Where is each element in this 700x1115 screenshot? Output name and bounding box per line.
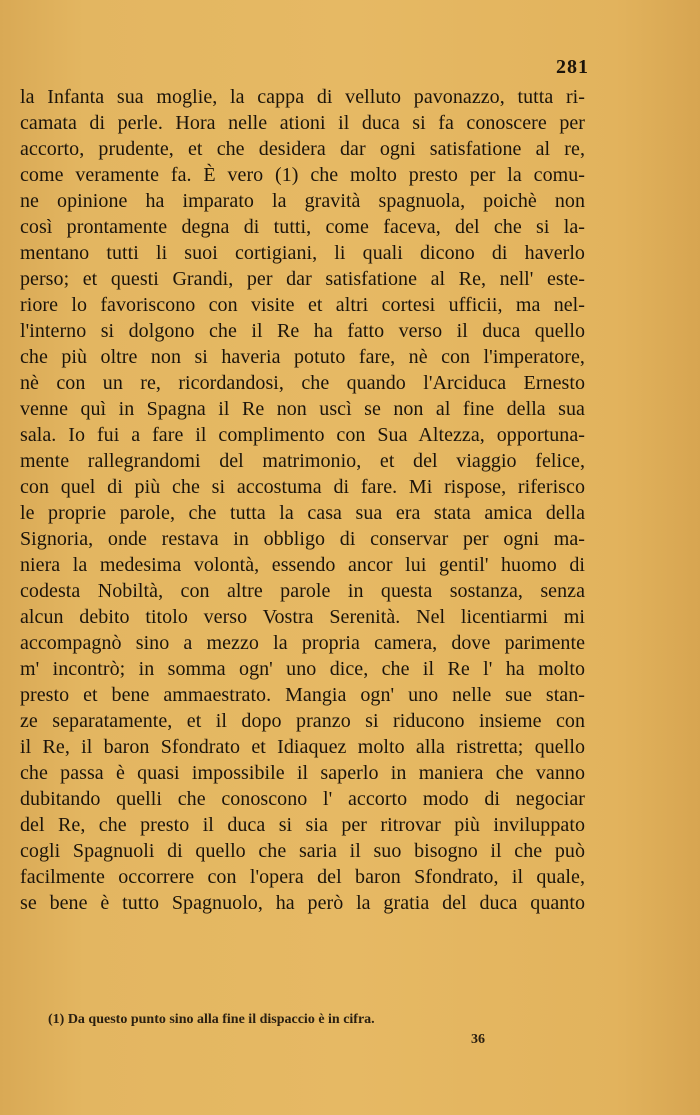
text-line: cogli Spagnuoli di quello che saria il suo bisogno il che può (20, 840, 585, 862)
text-line: accorto, prudente, et che desidera dar ogni satisfatione al re, (20, 138, 585, 160)
text-line: ze separatamente, et il dopo pranzo si riducono insieme con (20, 710, 585, 732)
text-line: sala. Io fui a fare il complimento con Sua Altezza, opportuna- (20, 424, 585, 446)
text-line: m' incontrò; in somma ogn' uno dice, che il Re l' ha molto (20, 658, 585, 680)
body-text (20, 84, 585, 916)
text-line: se bene è tutto Spagnuolo, ha però la gratia del duca quanto (20, 892, 585, 914)
text-line: così prontamente degna di tutti, come faceva, del che si la- (20, 216, 585, 238)
text-line: camata di perle. Hora nelle ationi il duca si fa conoscere per (20, 112, 585, 134)
text-line: niera la medesima volontà, essendo ancor lui gentil' huomo di (20, 554, 585, 576)
text-line: mente rallegrandomi del matrimonio, et del viaggio felice, (20, 450, 585, 472)
text-line: che più oltre non si haveria potuto fare, nè con l'imperatore, (20, 346, 585, 368)
page-number: 281 (556, 56, 589, 78)
text-line: del Re, che presto il duca si sia per ritrovar più inviluppato (20, 814, 585, 836)
text-line: mentano tutti li suoi cortigiani, li quali dicono di haverlo (20, 242, 585, 264)
text-line: come veramente fa. È vero (1) che molto presto per la comu- (20, 164, 585, 186)
text-line: ne opinione ha imparato la gravità spagnuola, poichè non (20, 190, 585, 212)
text-line: che passa è quasi impossibile il saperlo in maniera che vanno (20, 762, 585, 784)
text-line: con quel di più che si accostuma di fare. Mi rispose, riferisco (20, 476, 585, 498)
text-line: Signoria, onde restava in obbligo di conservar per ogni ma- (20, 528, 585, 550)
text-line: nè con un re, ricordandosi, che quando l'Arciduca Ernesto (20, 372, 585, 394)
text-line: le proprie parole, che tutta la casa sua era stata amica della (20, 502, 585, 524)
text-line: codesta Nobiltà, con altre parole in questa sostanza, senza (20, 580, 585, 602)
text-line: l'interno si dolgono che il Re ha fatto verso il duca quello (20, 320, 585, 342)
text-line: la Infanta sua moglie, la cappa di velluto pavonazzo, tutta ri- (20, 86, 585, 108)
text-line: perso; et questi Grandi, per dar satisfatione al Re, nell' este- (20, 268, 585, 290)
text-line: riore lo favoriscono con visite et altri cortesi ufficii, ma nel- (20, 294, 585, 316)
text-line: alcun debito titolo verso Vostra Serenità. Nel licentiarmi mi (20, 606, 585, 628)
signature-mark: 36 (471, 1032, 485, 1047)
text-line: il Re, il baron Sfondrato et Idiaquez molto alla ristretta; quello (20, 736, 585, 758)
text-line: dubitando quelli che conoscono l' accorto modo di negociar (20, 788, 585, 810)
text-line: facilmente occorrere con l'opera del baron Sfondrato, il quale, (20, 866, 585, 888)
footnote: (1) Da questo punto sino alla fine il dispaccio è in cifra. (48, 1012, 375, 1027)
text-line: venne quì in Spagna il Re non uscì se non al fine della sua (20, 398, 585, 420)
text-line: presto et bene ammaestrato. Mangia ogn' uno nelle sue stan- (20, 684, 585, 706)
text-line: accompagnò sino a mezzo la propria camera, dove parimente (20, 632, 585, 654)
